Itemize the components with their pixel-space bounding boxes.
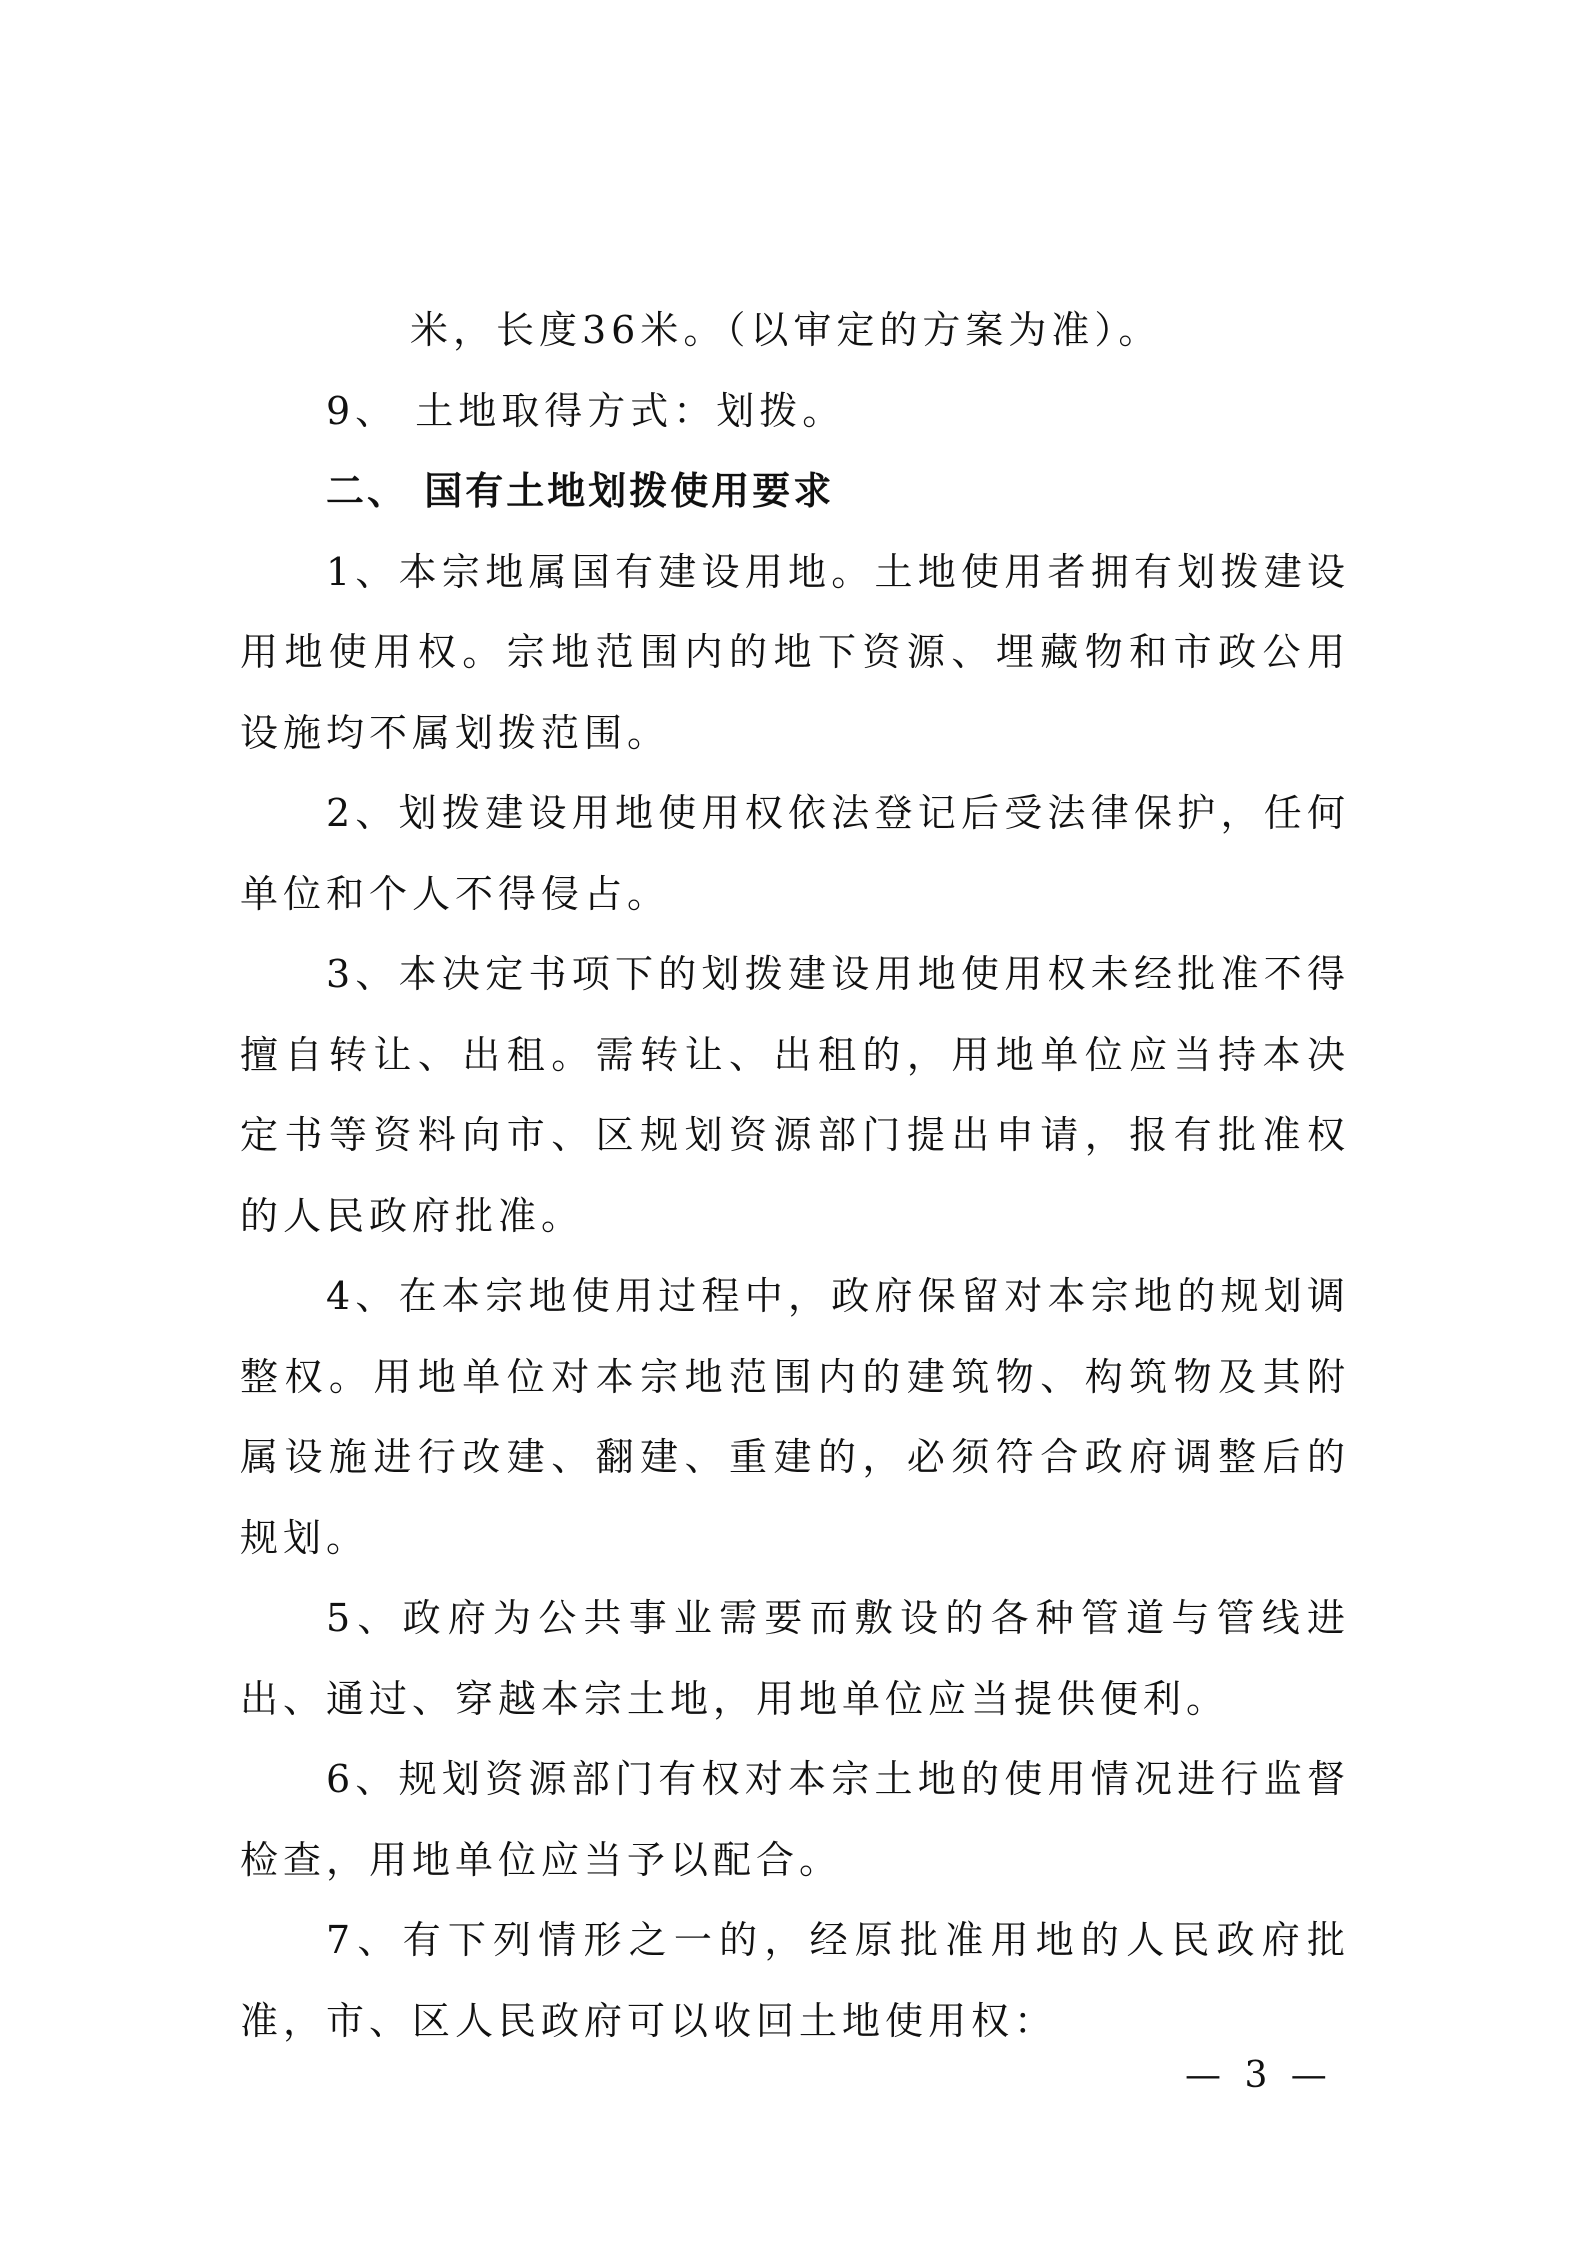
land-acquisition-item: 9、 土地取得方式：划拨。: [326, 388, 846, 433]
requirement-item-3: 3、本决定书项下的划拨建设用地使用权未经批准不得擅自转让、出租。需转让、出租的，用地单位应当持本决定书等资料向市、区规划资源部门提出申请，报有批准权的人民政府批准。: [240, 952, 1350, 1238]
document-body: [240, 290, 1350, 2061]
requirement-item-7: 7、有下列情形之一的，经原批准用地的人民政府批准，市、区人民政府可以收回土地使用权：: [240, 1918, 1350, 2043]
page-number: — 3 —: [1185, 2055, 1333, 2096]
requirement-item-5: 5、政府为公共事业需要而敷设的各种管道与管线进出、通过、穿越本宗土地，用地单位应当提供便利。: [240, 1596, 1350, 1721]
requirement-item-4: 4、在本宗地使用过程中，政府保留对本宗地的规划调整权。用地单位对本宗地范围内的建筑物、构筑物及其附属设施进行改建、翻建、重建的，必须符合政府调整后的规划。: [240, 1274, 1350, 1560]
requirement-item-1: 1、本宗地属国有建设用地。土地使用者拥有划拨建设用地使用权。宗地范围内的地下资源、埋藏物和市政公用设施均不属划拨范围。: [240, 549, 1350, 755]
requirement-item-2: 2、划拨建设用地使用权依法登记后受法律保护，任何单位和个人不得侵占。: [240, 791, 1350, 916]
continuation-paragraph: 米，长度36米。（以审定的方案为准）。: [410, 308, 1162, 352]
section-heading: 二、 国有土地划拨使用要求: [326, 469, 835, 513]
requirement-item-6: 6、规划资源部门有权对本宗土地的使用情况进行监督检查，用地单位应当予以配合。: [240, 1757, 1350, 1882]
